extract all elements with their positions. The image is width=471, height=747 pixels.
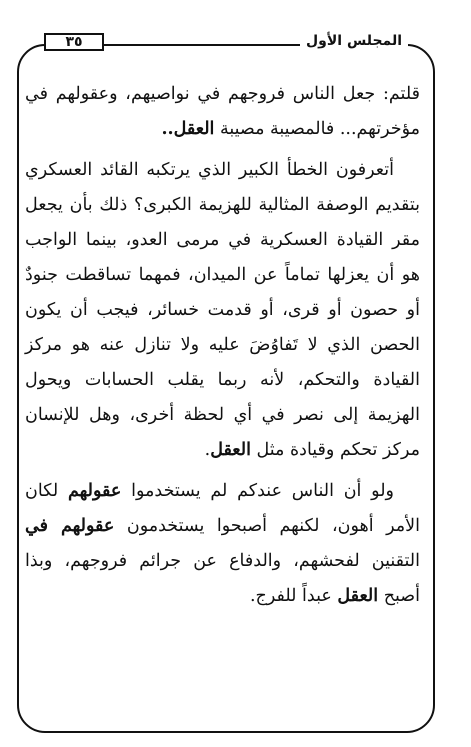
bold-term: العقل (173, 119, 215, 139)
bold-term: عقولهم (67, 481, 122, 501)
bold-term: العقل (210, 440, 251, 460)
paragraph-text: التقنين لفحشهم، والدفاع عن جرائم فروجهم، وبذا أصبح (25, 551, 420, 606)
paragraph-text: عبداً للفرج. (249, 586, 338, 606)
paragraph-text: أتعرفون الخطأ الكبير الذي يرتكبه القائد العسكري بتقديم الوصفة المثالية للهزيمة الكبرى؟ ذلك بأن يجعل مقر القيادة العسكرية في مرمى العدو، بينما الواجب هو أن يعزلها تماماً عن الميدان، فمهما تساقطت جنودٌ أو حصون أو قرى، أو قدمت خسائر، فيجب أن يكون الحصن الذي لا تَفاوُضَ عليه ولا تنازل عنه هو مركز القيادة والتحكم، لأنه ربما يقلب الحسابات ويحول الهزيمة إلى نصر في أي لحظة أخرى، وهل للإنسان مركز تحكم وقيادة مثل (25, 160, 420, 460)
paragraph-1 (25, 77, 420, 147)
paragraph-text: قلتم: جعل الناس فروجهم في نواصيهم، وعقولهم في مؤخرتهم... فالمصيبة مصيبة (25, 84, 420, 139)
paragraph-text: .. (161, 119, 174, 139)
page-number-box (44, 33, 104, 51)
bold-term: العقل (337, 586, 379, 606)
bold-term: عقولهم في (25, 516, 115, 536)
page-number: ٣٥ (65, 34, 83, 50)
paragraph-2 (25, 153, 420, 468)
paragraph-text: ولو أن الناس عندكم لم يستخدموا (121, 481, 394, 501)
paragraph-text: لكان الأمر أهون، لكنهم أصبحوا يستخدمون (25, 481, 420, 536)
paragraph-text: . (204, 440, 211, 460)
page-body (25, 77, 420, 620)
page-header (32, 33, 414, 58)
chapter-title: المجلس الأول (300, 32, 408, 50)
paragraph-3 (25, 474, 420, 614)
